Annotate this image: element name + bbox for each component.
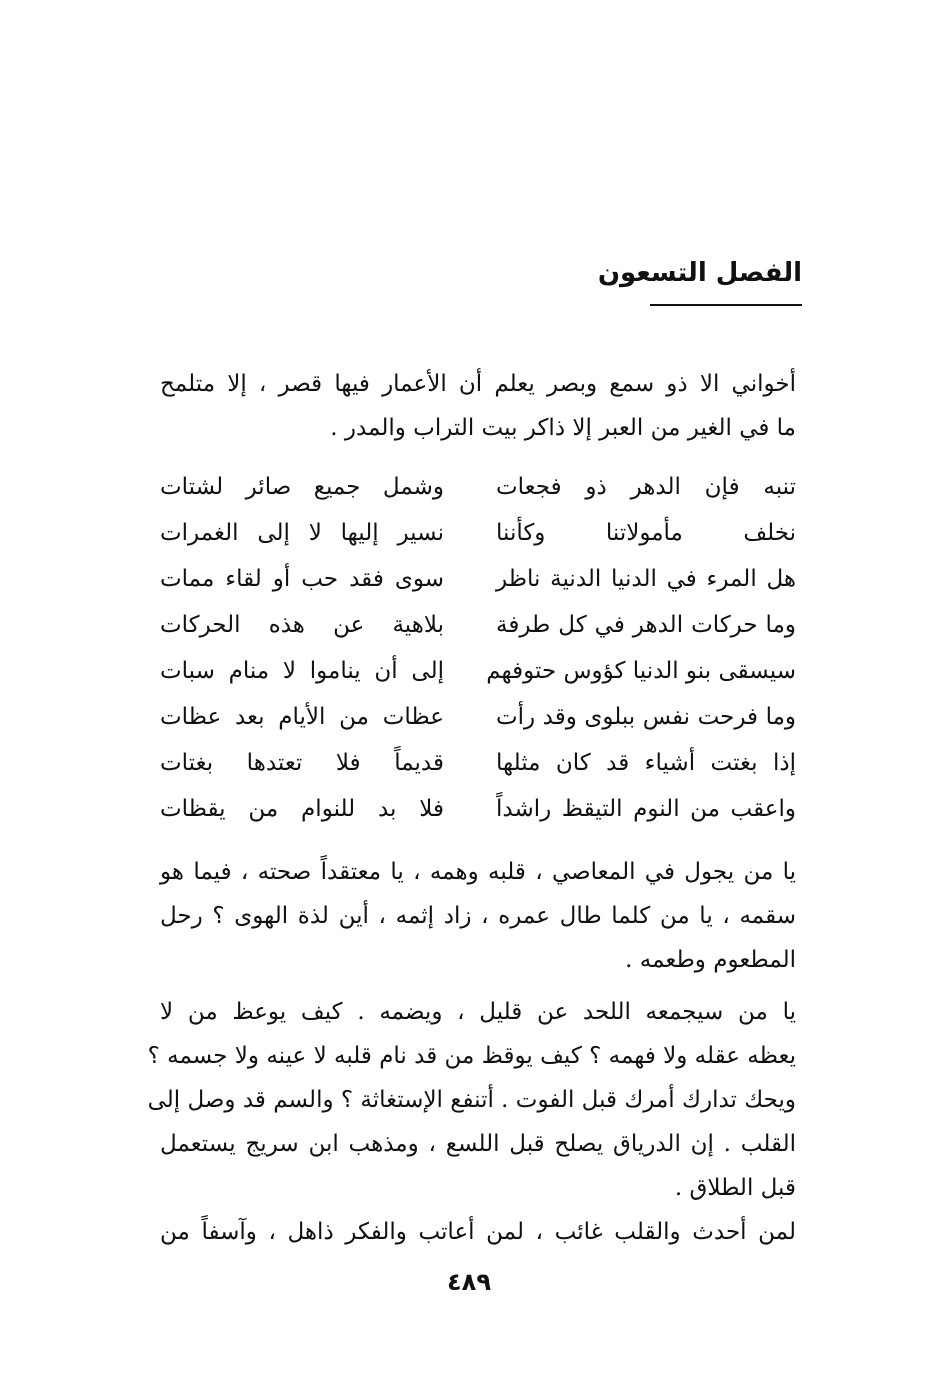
title-underline bbox=[650, 304, 802, 306]
text-line: ويحك تدارك أمرك قبل الفوت . أتنفع الإستغاثة ؟ والسم قد وصل إلى bbox=[147, 1087, 796, 1113]
verse-first-hemistich: وما حركات الدهر في كل طرفة bbox=[496, 612, 796, 638]
poem-verse bbox=[160, 510, 796, 556]
poem-verse bbox=[160, 602, 796, 648]
poem-verse bbox=[160, 464, 796, 510]
verse-first-hemistich: هل المرء في الدنيا الدنية ناظر bbox=[496, 566, 796, 592]
verse-second-hemistich: نسير إليها لا إلى الغمرات bbox=[160, 520, 444, 546]
verse-second-hemistich: إلى أن يناموا لا منام سبات bbox=[160, 658, 444, 684]
verse-second-hemistich: قديماً فلا تعتدها بغتات bbox=[160, 750, 444, 776]
chapter-title: الفصل التسعون bbox=[597, 258, 802, 288]
poem bbox=[160, 464, 796, 832]
poem-verse bbox=[160, 556, 796, 602]
text-line: لمن أحدث والقلب غائب ، لمن أعاتب والفكر ذاهل ، وآسفاً من bbox=[160, 1219, 796, 1245]
poem-verse bbox=[160, 740, 796, 786]
page-number: ٤٨٩ bbox=[447, 1268, 491, 1296]
verse-first-hemistich: سيسقى بنو الدنيا كؤوس حتوفهم bbox=[486, 658, 796, 684]
text-line: أخواني الا ذو سمع وبصر يعلم أن الأعمار فيها قصر ، إلا متلمح bbox=[160, 371, 796, 397]
paragraph-3 bbox=[147, 990, 796, 1210]
verse-second-hemistich: وشمل جميع صائر لشتات bbox=[160, 474, 444, 500]
poem-verse bbox=[160, 786, 796, 832]
text-line: المطعوم وطعمه . bbox=[625, 947, 796, 973]
verse-second-hemistich: بلاهية عن هذه الحركات bbox=[160, 612, 444, 638]
paragraph-4 bbox=[160, 1210, 796, 1254]
verse-first-hemistich: نخلف مأمولاتنا وكأننا bbox=[496, 520, 796, 546]
poem-verse bbox=[160, 694, 796, 740]
text-line: سقمه ، يا من كلما طال عمره ، زاد إثمه ، أين لذة الهوى ؟ رحل bbox=[160, 903, 796, 929]
poem-verse bbox=[160, 648, 796, 694]
text-line: قبل الطلاق . bbox=[674, 1175, 796, 1201]
text-line: يا من يجول في المعاصي ، قلبه وهمه ، يا معتقداً صحته ، فيما هو bbox=[160, 859, 796, 885]
verse-second-hemistich: فلا بد للنوام من يقظات bbox=[160, 796, 444, 822]
text-line: ما في الغير من العبر إلا ذاكر بيت التراب والمدر . bbox=[330, 415, 796, 441]
text-line: يعظه عقله ولا فهمه ؟ كيف يوقظ من قد نام قلبه لا عينه ولا جسمه ؟ bbox=[147, 1043, 796, 1069]
paragraph-2 bbox=[160, 850, 796, 982]
verse-first-hemistich: تنبه فإن الدهر ذو فجعات bbox=[496, 474, 796, 500]
text-line: القلب . إن الدرياق يصلح قبل اللسع ، ومذهب ابن سريج يستعمل bbox=[160, 1131, 796, 1157]
verse-second-hemistich: سوى فقد حب أو لقاء ممات bbox=[160, 566, 444, 592]
verse-first-hemistich: وما فرحت نفس ببلوى وقد رأت bbox=[496, 704, 796, 730]
verse-second-hemistich: عظات من الأيام بعد عظات bbox=[160, 704, 444, 730]
verse-first-hemistich: واعقب من النوم التيقظ راشداً bbox=[496, 796, 796, 822]
text-line: يا من سيجمعه اللحد عن قليل ، ويضمه . كيف يوعظ من لا bbox=[160, 999, 796, 1025]
verse-first-hemistich: إذا بغتت أشياء قد كان مثلها bbox=[496, 750, 796, 776]
paragraph-1 bbox=[160, 362, 796, 450]
